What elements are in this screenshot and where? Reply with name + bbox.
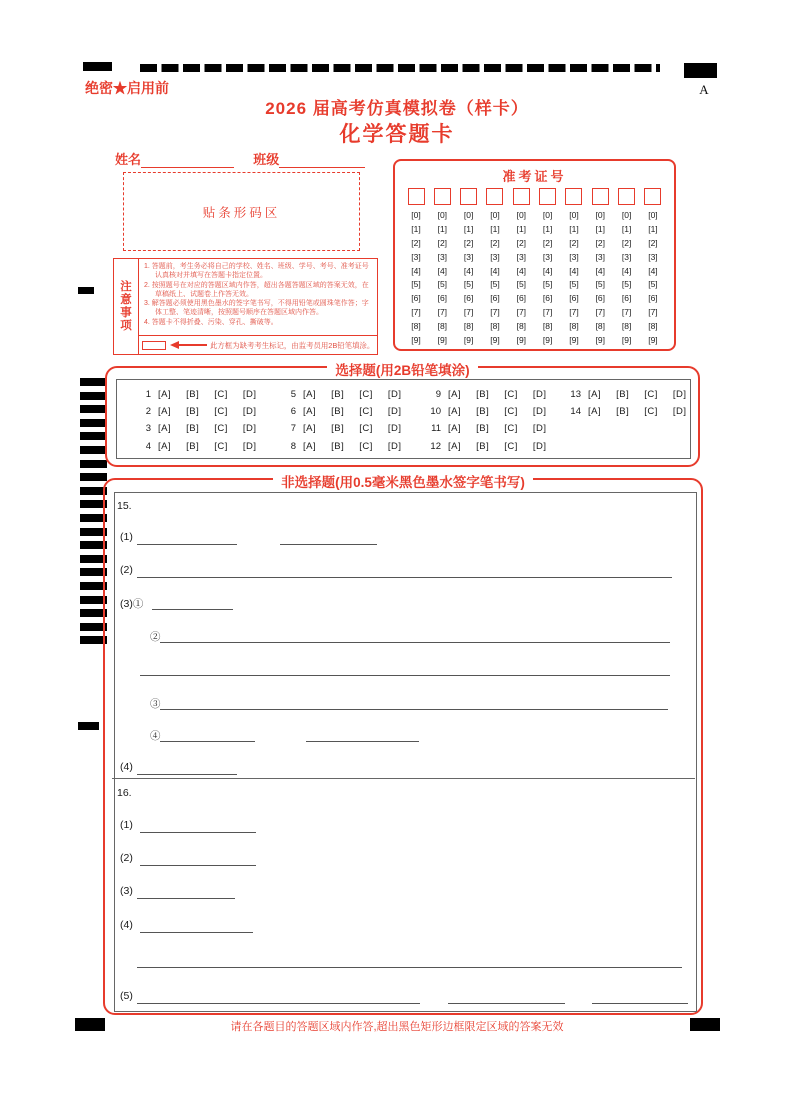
exam-number-box[interactable]: [539, 188, 556, 205]
answer-line-label: (2): [120, 852, 133, 864]
answer-line[interactable]: [137, 990, 420, 1004]
exam-number-digit-bubble[interactable]: [8]: [569, 321, 579, 332]
exam-number-digit-bubble[interactable]: [6]: [648, 293, 658, 304]
timing-mark: [80, 405, 107, 413]
exam-number-column: [510, 188, 532, 348]
exam-number-box[interactable]: [408, 188, 425, 205]
exam-number-digit-bubble[interactable]: [6]: [411, 293, 421, 304]
mcq-option-bubble[interactable]: [B]: [331, 406, 345, 418]
exam-number-digit-bubble[interactable]: [0]: [595, 210, 606, 220]
exam-number-digit-bubble[interactable]: [8]: [595, 321, 606, 332]
mcq-question-row: [135, 386, 272, 403]
exam-number-digit-bubble[interactable]: [0]: [463, 210, 474, 220]
exam-number-digit-bubble[interactable]: [2]: [595, 237, 606, 248]
exam-number-box[interactable]: [644, 188, 661, 205]
mcq-question-row: [425, 403, 562, 420]
mcq-option-bubble[interactable]: [C]: [214, 440, 228, 452]
answer-line[interactable]: [140, 662, 670, 676]
mcq-option-bubble[interactable]: [D]: [532, 406, 547, 418]
mcq-option-bubble[interactable]: [B]: [476, 406, 490, 418]
answer-line[interactable]: [592, 990, 688, 1004]
mcq-option-bubble[interactable]: [A]: [158, 406, 172, 418]
exam-number-column: [405, 188, 427, 348]
exam-number-digit-bubble[interactable]: [1]: [437, 223, 448, 234]
question-number: 15.: [117, 500, 132, 512]
answer-line[interactable]: [160, 629, 670, 643]
exam-number-column: [589, 188, 611, 348]
answer-line-label: (3)①: [120, 598, 144, 610]
answer-line[interactable]: [160, 728, 255, 742]
essay-section: [103, 475, 703, 1015]
mcq-option-bubble[interactable]: [B]: [186, 406, 200, 418]
mcq-option-bubble[interactable]: [C]: [359, 406, 373, 418]
timing-mark-left-single: [78, 722, 99, 730]
exam-number-digit-bubble[interactable]: [3]: [516, 251, 527, 262]
mcq-option-bubble[interactable]: [C]: [504, 423, 518, 435]
notice-label: 注意事项: [120, 280, 132, 332]
mcq-option-bubble[interactable]: [C]: [359, 389, 373, 401]
answer-line[interactable]: [448, 990, 565, 1004]
mcq-question-number: 7: [290, 423, 296, 435]
exam-number-digit-bubble[interactable]: [6]: [569, 293, 579, 304]
question-divider-line: [112, 778, 695, 779]
mcq-question-row: [565, 386, 702, 403]
exam-number-digit-bubble[interactable]: [8]: [411, 321, 421, 332]
mcq-question-row: [425, 438, 562, 455]
mcq-option-bubble[interactable]: [A]: [303, 406, 317, 418]
exam-number-title: 准考证号: [502, 169, 567, 184]
exam-number-box[interactable]: [592, 188, 609, 205]
exam-number-digit-bubble[interactable]: [6]: [463, 293, 474, 304]
exam-number-digit-bubble[interactable]: [0]: [516, 210, 527, 220]
exam-number-digit-bubble[interactable]: [8]: [648, 321, 658, 332]
mcq-question-number: 11: [431, 423, 441, 435]
choice-answer-grid: [116, 379, 691, 459]
exam-number-digit-bubble[interactable]: [1]: [516, 223, 527, 234]
mcq-question-row: [135, 403, 272, 420]
mcq-option-bubble[interactable]: [D]: [242, 440, 257, 452]
answer-line-label: (1): [120, 819, 133, 831]
exam-number-box[interactable]: [460, 188, 477, 205]
student-info-row: [115, 149, 365, 168]
mcq-question-row: [280, 420, 417, 437]
exam-number-box[interactable]: [434, 188, 451, 205]
answer-line-label: (2): [120, 564, 133, 576]
exam-number-digit-bubble[interactable]: [3]: [648, 251, 658, 262]
answer-line[interactable]: [140, 919, 253, 933]
mcq-option-bubble[interactable]: [A]: [303, 440, 317, 452]
exam-number-digit-bubble[interactable]: [9]: [569, 335, 579, 346]
mcq-option-bubble[interactable]: [B]: [186, 423, 200, 435]
timing-mark: [80, 446, 107, 454]
answer-line-label: ④: [150, 730, 161, 742]
exam-number-digit-bubble[interactable]: [7]: [569, 307, 579, 318]
exam-number-digit-bubble[interactable]: [7]: [490, 307, 500, 318]
exam-number-digit-bubble[interactable]: [4]: [437, 265, 448, 276]
mcq-option-bubble[interactable]: [C]: [504, 389, 518, 401]
exam-number-digit-bubble[interactable]: [9]: [437, 335, 448, 346]
choice-section-title: 选择题(用2B铅笔填涂): [107, 359, 698, 380]
exam-number-column: [563, 188, 585, 348]
mcq-option-bubble[interactable]: [C]: [504, 440, 518, 452]
answer-line[interactable]: [306, 728, 419, 742]
exam-number-digit-bubble[interactable]: [2]: [411, 237, 421, 248]
timing-mark-top-right: [684, 63, 717, 78]
security-label: 绝密★启用前: [85, 80, 169, 96]
exam-number-digit-bubble[interactable]: [4]: [490, 265, 500, 276]
left-arrow-icon: [170, 341, 179, 349]
exam-number-digit-bubble[interactable]: [9]: [595, 335, 606, 346]
exam-number-grid: [405, 188, 664, 348]
exam-number-box[interactable]: [565, 188, 582, 205]
answer-line[interactable]: [280, 531, 377, 545]
mcq-question-number: 13: [570, 389, 581, 401]
mcq-column: [135, 386, 272, 455]
exam-number-digit-bubble[interactable]: [6]: [437, 293, 448, 304]
exam-number-digit-bubble[interactable]: [5]: [621, 279, 632, 290]
exam-number-column: [458, 188, 480, 348]
exam-number-digit-bubble[interactable]: [9]: [463, 335, 474, 346]
notice-items: [139, 259, 377, 335]
mcq-question-row: [425, 386, 562, 403]
timing-mark: [80, 460, 107, 468]
exam-number-digit-bubble[interactable]: [7]: [411, 307, 421, 318]
exam-number-digit-bubble[interactable]: [7]: [595, 307, 606, 318]
mcq-option-bubble[interactable]: [D]: [242, 389, 257, 401]
exam-number-digit-bubble[interactable]: [5]: [463, 279, 474, 290]
exam-number-digit-bubble[interactable]: [7]: [516, 307, 527, 318]
mcq-option-bubble[interactable]: [A]: [158, 423, 172, 435]
exam-number-digit-bubble[interactable]: [9]: [542, 335, 553, 346]
exam-number-box[interactable]: [513, 188, 530, 205]
exam-number-digit-bubble[interactable]: [5]: [542, 279, 553, 290]
exam-number-column: [642, 188, 664, 348]
mcq-question-number: 14: [570, 406, 581, 418]
exam-number-digit-bubble[interactable]: [5]: [437, 279, 448, 290]
timing-mark: [80, 392, 107, 400]
mcq-question-row: [280, 386, 417, 403]
mcq-question-number: 6: [290, 406, 296, 418]
mcq-option-bubble[interactable]: [D]: [672, 389, 687, 401]
notice-label-column: [114, 259, 139, 354]
timing-marks-top-row: [140, 64, 660, 72]
mcq-option-bubble[interactable]: [B]: [476, 440, 490, 452]
exam-number-digit-bubble[interactable]: [3]: [542, 251, 553, 262]
exam-number-digit-bubble[interactable]: [3]: [463, 251, 474, 262]
exam-number-digit-bubble[interactable]: [4]: [595, 265, 606, 276]
exam-number-digit-bubble[interactable]: [8]: [621, 321, 632, 332]
mcq-option-bubble[interactable]: [D]: [387, 406, 402, 418]
exam-number-digit-bubble[interactable]: [5]: [648, 279, 658, 290]
exam-number-digit-bubble[interactable]: [2]: [648, 237, 658, 248]
mcq-option-bubble[interactable]: [A]: [158, 389, 172, 401]
mcq-option-bubble[interactable]: [B]: [476, 389, 490, 401]
barcode-area-label: 贴条形码区: [202, 205, 281, 220]
exam-number-digit-bubble[interactable]: [8]: [437, 321, 448, 332]
answer-line[interactable]: [137, 954, 682, 968]
exam-number-digit-bubble[interactable]: [5]: [516, 279, 527, 290]
exam-number-digit-bubble[interactable]: [1]: [542, 223, 553, 234]
mcq-option-bubble[interactable]: [B]: [616, 406, 630, 418]
mcq-option-bubble[interactable]: [C]: [214, 389, 228, 401]
notice-panel: [113, 258, 378, 355]
exam-number-digit-bubble[interactable]: [1]: [595, 223, 606, 234]
class-input-line[interactable]: [279, 155, 365, 168]
mcq-option-bubble[interactable]: [C]: [644, 406, 658, 418]
mcq-question-row: [425, 420, 562, 437]
exam-number-digit-bubble[interactable]: [0]: [569, 210, 579, 220]
mcq-option-bubble[interactable]: [A]: [303, 389, 317, 401]
mcq-question-number: 3: [145, 423, 151, 435]
mcq-option-bubble[interactable]: [B]: [331, 423, 345, 435]
exam-number-column: [484, 188, 506, 348]
timing-mark: [80, 432, 107, 440]
answer-line[interactable]: [140, 819, 256, 833]
mcq-question-number: 2: [145, 406, 151, 418]
answer-line-label: (1): [120, 531, 133, 543]
mcq-question-row: [135, 438, 272, 455]
exam-number-digit-bubble[interactable]: [0]: [621, 210, 632, 220]
exam-number-digit-bubble[interactable]: [4]: [463, 265, 474, 276]
exam-number-digit-bubble[interactable]: [9]: [411, 335, 421, 346]
mcq-option-bubble[interactable]: [D]: [387, 389, 402, 401]
exam-number-digit-bubble[interactable]: [6]: [595, 293, 606, 304]
exam-number-digit-bubble[interactable]: [2]: [463, 237, 474, 248]
exam-number-digit-bubble[interactable]: [0]: [437, 210, 448, 220]
exam-number-digit-bubble[interactable]: [6]: [490, 293, 500, 304]
mcq-question-number: 8: [290, 440, 296, 452]
barcode-paste-area[interactable]: [123, 172, 360, 251]
timing-mark-left-single: [78, 287, 94, 294]
exam-number-panel: [393, 159, 676, 351]
exam-number-digit-bubble[interactable]: [0]: [648, 210, 658, 220]
answer-line[interactable]: [160, 696, 668, 710]
mcq-option-bubble[interactable]: [D]: [672, 406, 687, 418]
exam-number-digit-bubble[interactable]: [9]: [648, 335, 658, 346]
mcq-option-bubble[interactable]: [C]: [359, 440, 373, 452]
mcq-question-number: 4: [145, 440, 151, 452]
exam-number-digit-bubble[interactable]: [7]: [542, 307, 553, 318]
answer-line[interactable]: [140, 852, 256, 866]
question-number: 16.: [117, 787, 132, 799]
absent-marker-checkbox[interactable]: [142, 341, 166, 350]
exam-number-column: [616, 188, 638, 348]
exam-number-digit-bubble[interactable]: [1]: [648, 223, 658, 234]
exam-number-digit-bubble[interactable]: [3]: [411, 251, 421, 262]
exam-number-digit-bubble[interactable]: [2]: [569, 237, 579, 248]
exam-number-digit-bubble[interactable]: [5]: [411, 279, 421, 290]
exam-number-digit-bubble[interactable]: [9]: [516, 335, 527, 346]
exam-title: 2026 届高考仿真模拟卷（样卡）: [265, 99, 529, 118]
mcq-option-bubble[interactable]: [D]: [242, 423, 257, 435]
mcq-option-bubble[interactable]: [A]: [303, 423, 317, 435]
mcq-option-bubble[interactable]: [A]: [448, 440, 462, 452]
exam-number-digit-bubble[interactable]: [7]: [621, 307, 632, 318]
exam-number-digit-bubble[interactable]: [0]: [411, 210, 421, 220]
mcq-option-bubble[interactable]: [B]: [186, 440, 200, 452]
answer-line-label: (5): [120, 990, 133, 1002]
exam-number-digit-bubble[interactable]: [2]: [437, 237, 448, 248]
exam-number-digit-bubble[interactable]: [2]: [621, 237, 632, 248]
mcq-option-bubble[interactable]: [D]: [387, 440, 402, 452]
absent-marker-row: [139, 335, 377, 354]
answer-line[interactable]: [137, 564, 672, 578]
answer-line[interactable]: [137, 885, 235, 899]
absent-marker-note: 此方框为缺考考生标记，由监考员用2B铅笔填涂。: [210, 340, 375, 350]
exam-number-digit-bubble[interactable]: [3]: [437, 251, 448, 262]
exam-number-digit-bubble[interactable]: [8]: [463, 321, 474, 332]
exam-number-digit-bubble[interactable]: [0]: [490, 210, 500, 220]
mcq-column: [425, 386, 562, 455]
answer-line[interactable]: [137, 761, 237, 775]
timing-mark: [80, 378, 107, 386]
mcq-option-bubble[interactable]: [D]: [387, 423, 402, 435]
mcq-option-bubble[interactable]: [B]: [476, 423, 490, 435]
exam-number-digit-bubble[interactable]: [3]: [569, 251, 579, 262]
exam-number-digit-bubble[interactable]: [4]: [516, 265, 527, 276]
form-version-letter: A: [699, 82, 709, 97]
exam-number-digit-bubble[interactable]: [8]: [490, 321, 500, 332]
mcq-option-bubble[interactable]: [C]: [214, 423, 228, 435]
exam-number-column: [431, 188, 453, 348]
exam-number-digit-bubble[interactable]: [1]: [569, 223, 579, 234]
notice-item: 2. 按照题号在对应的答题区域内作答，超出各题答题区域的答案无效，在草稿纸上、试题卷上作答无效。: [144, 281, 369, 298]
mcq-question-number: 5: [290, 389, 296, 401]
exam-number-digit-bubble[interactable]: [7]: [437, 307, 448, 318]
exam-number-digit-bubble[interactable]: [4]: [542, 265, 553, 276]
exam-number-digit-bubble[interactable]: [3]: [490, 251, 500, 262]
mcq-option-bubble[interactable]: [A]: [588, 389, 602, 401]
exam-number-digit-bubble[interactable]: [1]: [621, 223, 632, 234]
notice-item: 1. 答题前，考生务必将自己的学校、姓名、班级、学号、考号、准考证号认真核对并填写在答题卡指定位置。: [144, 263, 369, 280]
exam-number-digit-bubble[interactable]: [7]: [463, 307, 474, 318]
mcq-option-bubble[interactable]: [A]: [448, 389, 462, 401]
mcq-option-bubble[interactable]: [A]: [448, 406, 462, 418]
mcq-option-bubble[interactable]: [C]: [359, 423, 373, 435]
exam-number-digit-bubble[interactable]: [4]: [569, 265, 579, 276]
exam-number-digit-bubble[interactable]: [1]: [411, 223, 421, 234]
name-input-line[interactable]: [141, 155, 234, 168]
mcq-option-bubble[interactable]: [A]: [588, 406, 602, 418]
exam-number-digit-bubble[interactable]: [6]: [542, 293, 553, 304]
mcq-option-bubble[interactable]: [B]: [186, 389, 200, 401]
answer-line-label: (4): [120, 761, 133, 773]
mcq-option-bubble[interactable]: [B]: [616, 389, 630, 401]
exam-number-digit-bubble[interactable]: [1]: [463, 223, 474, 234]
mcq-option-bubble[interactable]: [D]: [532, 423, 547, 435]
mcq-question-number: 12: [430, 440, 441, 452]
timing-mark: [80, 473, 107, 481]
mcq-question-row: [280, 403, 417, 420]
timing-mark-bottom-right: [690, 1018, 720, 1031]
exam-number-digit-bubble[interactable]: [7]: [648, 307, 658, 318]
mcq-option-bubble[interactable]: [A]: [158, 440, 172, 452]
mcq-option-bubble[interactable]: [D]: [532, 440, 547, 452]
class-label: 班级: [253, 152, 280, 167]
exam-number-digit-bubble[interactable]: [8]: [516, 321, 527, 332]
exam-number-digit-bubble[interactable]: [3]: [621, 251, 632, 262]
exam-number-digit-bubble[interactable]: [6]: [516, 293, 527, 304]
answer-line-label: ③: [150, 698, 161, 710]
name-label: 姓名: [115, 152, 142, 167]
exam-number-digit-bubble[interactable]: [5]: [569, 279, 579, 290]
left-arrow-icon: [179, 344, 207, 346]
mcq-option-bubble[interactable]: [D]: [242, 406, 257, 418]
exam-number-digit-bubble[interactable]: [2]: [490, 237, 500, 248]
exam-number-digit-bubble[interactable]: [8]: [542, 321, 553, 332]
notice-body: [139, 259, 377, 354]
mcq-question-row: [280, 438, 417, 455]
mcq-question-row: [565, 403, 702, 420]
exam-number-digit-bubble[interactable]: [4]: [621, 265, 632, 276]
timing-mark: [80, 419, 107, 427]
mcq-option-bubble[interactable]: [B]: [331, 440, 345, 452]
exam-number-digit-bubble[interactable]: [2]: [542, 237, 553, 248]
exam-number-digit-bubble[interactable]: [6]: [621, 293, 632, 304]
mcq-column: [280, 386, 417, 455]
mcq-option-bubble[interactable]: [C]: [214, 406, 228, 418]
exam-number-digit-bubble[interactable]: [0]: [542, 210, 553, 220]
mcq-option-bubble[interactable]: [C]: [504, 406, 518, 418]
answer-line[interactable]: [137, 531, 237, 545]
answer-line-label: (4): [120, 919, 133, 931]
mcq-option-bubble[interactable]: [A]: [448, 423, 462, 435]
mcq-column: [565, 386, 702, 420]
footer-note: 请在各题目的答题区域内作答,超出黑色矩形边框限定区域的答案无效: [230, 1021, 564, 1033]
mcq-option-bubble[interactable]: [C]: [644, 389, 658, 401]
exam-number-digit-bubble[interactable]: [2]: [516, 237, 527, 248]
exam-number-box[interactable]: [618, 188, 635, 205]
mcq-question-number: 9: [435, 389, 441, 401]
exam-number-digit-bubble[interactable]: [1]: [490, 223, 500, 234]
sheet-title: 化学答题卡: [339, 123, 455, 146]
exam-number-box[interactable]: [486, 188, 503, 205]
answer-line-label: (3): [120, 885, 133, 897]
exam-number-column: [537, 188, 559, 348]
exam-number-digit-bubble[interactable]: [5]: [490, 279, 500, 290]
exam-number-digit-bubble[interactable]: [3]: [595, 251, 606, 262]
exam-number-digit-bubble[interactable]: [9]: [490, 335, 500, 346]
mcq-option-bubble[interactable]: [D]: [532, 389, 547, 401]
exam-number-digit-bubble[interactable]: [5]: [595, 279, 606, 290]
essay-section-title: 非选择题(用0.5毫米黑色墨水签字笔书写): [105, 471, 701, 492]
exam-number-digit-bubble[interactable]: [9]: [621, 335, 632, 346]
mcq-question-number: 1: [145, 389, 151, 401]
mcq-option-bubble[interactable]: [B]: [331, 389, 345, 401]
exam-number-digit-bubble[interactable]: [4]: [648, 265, 658, 276]
timing-mark-top-left: [83, 62, 112, 71]
exam-number-digit-bubble[interactable]: [4]: [411, 265, 421, 276]
notice-item: 3. 解答题必须使用黑色墨水的签字笔书写，不得用铅笔或圆珠笔作答；字体工整、笔迹清晰，按照题号顺序在答题区域内作答。: [144, 300, 369, 317]
answer-line[interactable]: [152, 596, 233, 610]
mcq-question-row: [135, 420, 272, 437]
notice-item: 4. 答题卡不得折叠、污染、穿孔、撕破等。: [144, 318, 278, 326]
answer-line-label: ②: [150, 631, 161, 643]
choice-section: [105, 363, 700, 467]
mcq-question-number: 10: [430, 406, 441, 418]
